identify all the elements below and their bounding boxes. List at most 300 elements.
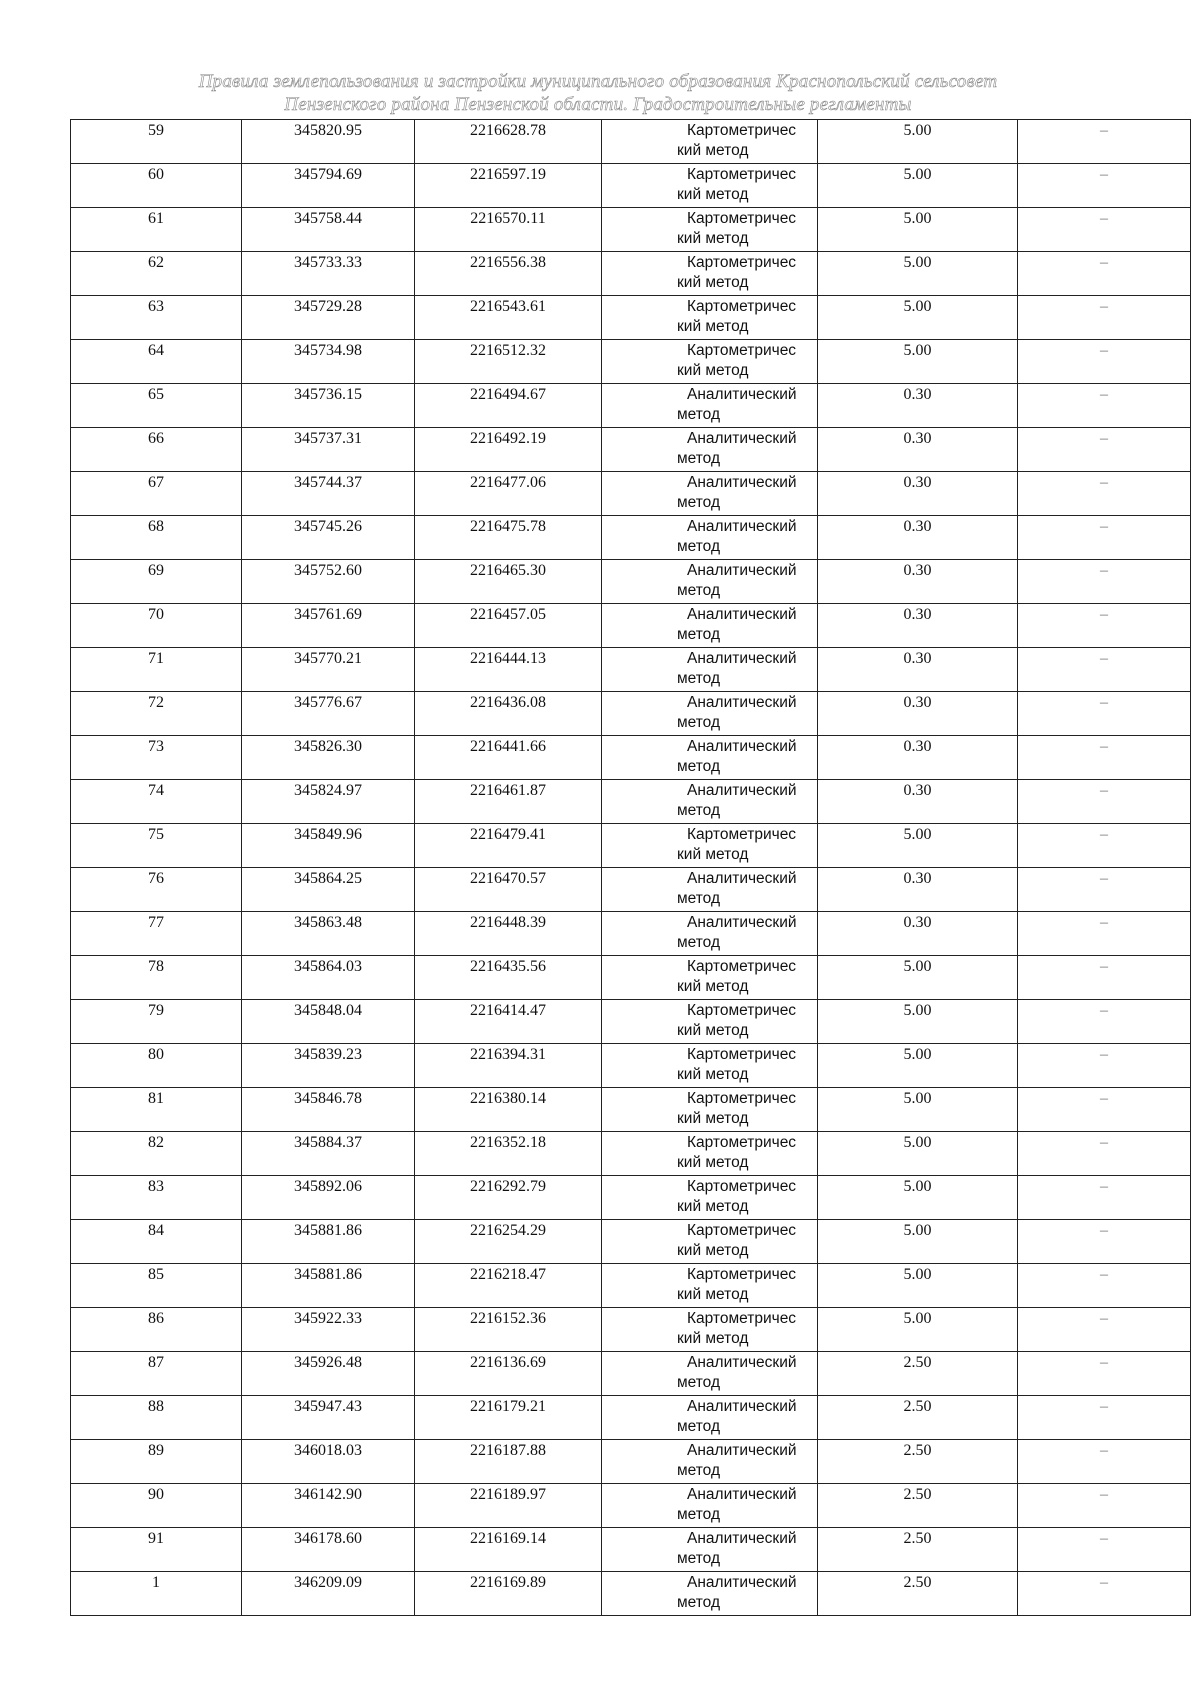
accuracy-cell: 5.00 <box>818 164 1018 208</box>
method-line-2: кий метод <box>677 1022 749 1039</box>
method-line-2: метод <box>677 1506 721 1523</box>
method-cell <box>602 1088 818 1132</box>
method-line-1: Аналитический <box>687 782 797 799</box>
accuracy-cell: 0.30 <box>818 428 1018 472</box>
x-coordinate-cell: 345744.37 <box>242 472 415 516</box>
point-number-cell: 87 <box>71 1352 242 1396</box>
y-coordinate-cell: 2216556.38 <box>415 252 602 296</box>
point-number-cell: 71 <box>71 648 242 692</box>
point-number-cell: 78 <box>71 956 242 1000</box>
note-cell: – <box>1018 560 1191 604</box>
method-cell <box>602 252 818 296</box>
note-cell: – <box>1018 736 1191 780</box>
point-number-cell: 88 <box>71 1396 242 1440</box>
method-line-2: метод <box>677 802 721 819</box>
note-cell: – <box>1018 692 1191 736</box>
method-cell <box>602 1352 818 1396</box>
y-coordinate-cell: 2216435.56 <box>415 956 602 1000</box>
x-coordinate-cell: 345839.23 <box>242 1044 415 1088</box>
x-coordinate-cell: 345826.30 <box>242 736 415 780</box>
method-line-1: Аналитический <box>687 1398 797 1415</box>
table-row <box>71 648 1191 692</box>
table-row <box>71 736 1191 780</box>
accuracy-cell: 2.50 <box>818 1528 1018 1572</box>
y-coordinate-cell: 2216597.19 <box>415 164 602 208</box>
point-number-cell: 72 <box>71 692 242 736</box>
point-number-cell: 82 <box>71 1132 242 1176</box>
point-number-cell: 68 <box>71 516 242 560</box>
method-cell <box>602 1484 818 1528</box>
note-cell: – <box>1018 1572 1191 1616</box>
y-coordinate-cell: 2216444.13 <box>415 648 602 692</box>
method-cell <box>602 1396 818 1440</box>
method-line-2: кий метод <box>677 1198 749 1215</box>
y-coordinate-cell: 2216494.67 <box>415 384 602 428</box>
method-line-1: Аналитический <box>687 1354 797 1371</box>
method-cell <box>602 340 818 384</box>
table-row <box>71 692 1191 736</box>
method-cell <box>602 472 818 516</box>
method-line-2: метод <box>677 1594 721 1611</box>
point-number-cell: 80 <box>71 1044 242 1088</box>
y-coordinate-cell: 2216187.88 <box>415 1440 602 1484</box>
point-number-cell: 91 <box>71 1528 242 1572</box>
table-row <box>71 1176 1191 1220</box>
accuracy-cell: 5.00 <box>818 1176 1018 1220</box>
note-cell: – <box>1018 1396 1191 1440</box>
table-row <box>71 252 1191 296</box>
x-coordinate-cell: 345752.60 <box>242 560 415 604</box>
method-line-1: Аналитический <box>687 518 797 535</box>
method-line-2: метод <box>677 670 721 687</box>
point-number-cell: 84 <box>71 1220 242 1264</box>
y-coordinate-cell: 2216179.21 <box>415 1396 602 1440</box>
method-cell <box>602 780 818 824</box>
method-cell <box>602 868 818 912</box>
method-cell <box>602 384 818 428</box>
method-line-1: Картометричес <box>687 166 797 183</box>
x-coordinate-cell: 345736.15 <box>242 384 415 428</box>
x-coordinate-cell: 345884.37 <box>242 1132 415 1176</box>
y-coordinate-cell: 2216169.89 <box>415 1572 602 1616</box>
table-row <box>71 516 1191 560</box>
accuracy-cell: 0.30 <box>818 384 1018 428</box>
accuracy-cell: 0.30 <box>818 472 1018 516</box>
note-cell: – <box>1018 1484 1191 1528</box>
method-cell <box>602 516 818 560</box>
note-cell: – <box>1018 208 1191 252</box>
table-row <box>71 1264 1191 1308</box>
point-number-cell: 1 <box>71 1572 242 1616</box>
x-coordinate-cell: 345846.78 <box>242 1088 415 1132</box>
method-line-1: Картометричес <box>687 1090 797 1107</box>
accuracy-cell: 2.50 <box>818 1484 1018 1528</box>
method-cell <box>602 208 818 252</box>
note-cell: – <box>1018 340 1191 384</box>
y-coordinate-cell: 2216189.97 <box>415 1484 602 1528</box>
note-cell: – <box>1018 1528 1191 1572</box>
accuracy-cell: 5.00 <box>818 1264 1018 1308</box>
x-coordinate-cell: 345770.21 <box>242 648 415 692</box>
y-coordinate-cell: 2216512.32 <box>415 340 602 384</box>
method-line-1: Картометричес <box>687 342 797 359</box>
x-coordinate-cell: 346018.03 <box>242 1440 415 1484</box>
accuracy-cell: 2.50 <box>818 1396 1018 1440</box>
x-coordinate-cell: 345733.33 <box>242 252 415 296</box>
table-row <box>71 1000 1191 1044</box>
x-coordinate-cell: 345926.48 <box>242 1352 415 1396</box>
accuracy-cell: 2.50 <box>818 1352 1018 1396</box>
method-cell <box>602 736 818 780</box>
note-cell: – <box>1018 1220 1191 1264</box>
x-coordinate-cell: 345922.33 <box>242 1308 415 1352</box>
method-cell <box>602 120 818 164</box>
note-cell: – <box>1018 1132 1191 1176</box>
y-coordinate-cell: 2216465.30 <box>415 560 602 604</box>
method-line-1: Картометричес <box>687 122 797 139</box>
table-row <box>71 340 1191 384</box>
point-number-cell: 64 <box>71 340 242 384</box>
note-cell: – <box>1018 824 1191 868</box>
method-cell <box>602 296 818 340</box>
x-coordinate-cell: 346209.09 <box>242 1572 415 1616</box>
x-coordinate-cell: 345776.67 <box>242 692 415 736</box>
note-cell: – <box>1018 868 1191 912</box>
table-row <box>71 560 1191 604</box>
y-coordinate-cell: 2216477.06 <box>415 472 602 516</box>
table-row <box>71 384 1191 428</box>
accuracy-cell: 0.30 <box>818 780 1018 824</box>
method-line-2: кий метод <box>677 274 749 291</box>
table-row <box>71 428 1191 472</box>
x-coordinate-cell: 345863.48 <box>242 912 415 956</box>
x-coordinate-cell: 346178.60 <box>242 1528 415 1572</box>
method-line-1: Аналитический <box>687 738 797 755</box>
accuracy-cell: 5.00 <box>818 208 1018 252</box>
y-coordinate-cell: 2216479.41 <box>415 824 602 868</box>
method-line-2: метод <box>677 582 721 599</box>
note-cell: – <box>1018 120 1191 164</box>
method-line-1: Аналитический <box>687 606 797 623</box>
coordinates-table-body <box>71 120 1191 1616</box>
point-number-cell: 85 <box>71 1264 242 1308</box>
x-coordinate-cell: 345881.86 <box>242 1220 415 1264</box>
method-line-2: метод <box>677 450 721 467</box>
y-coordinate-cell: 2216441.66 <box>415 736 602 780</box>
point-number-cell: 60 <box>71 164 242 208</box>
method-line-1: Аналитический <box>687 1442 797 1459</box>
x-coordinate-cell: 345794.69 <box>242 164 415 208</box>
method-cell <box>602 912 818 956</box>
y-coordinate-cell: 2216448.39 <box>415 912 602 956</box>
method-line-2: кий метод <box>677 142 749 159</box>
note-cell: – <box>1018 1088 1191 1132</box>
accuracy-cell: 5.00 <box>818 1044 1018 1088</box>
method-line-2: кий метод <box>677 318 749 335</box>
accuracy-cell: 5.00 <box>818 296 1018 340</box>
table-row <box>71 604 1191 648</box>
table-row <box>71 1396 1191 1440</box>
coordinates-table <box>70 119 1191 1616</box>
accuracy-cell: 2.50 <box>818 1572 1018 1616</box>
point-number-cell: 62 <box>71 252 242 296</box>
note-cell: – <box>1018 1440 1191 1484</box>
method-line-1: Аналитический <box>687 386 797 403</box>
method-line-1: Картометричес <box>687 1222 797 1239</box>
table-row <box>71 472 1191 516</box>
point-number-cell: 65 <box>71 384 242 428</box>
point-number-cell: 73 <box>71 736 242 780</box>
method-line-1: Аналитический <box>687 914 797 931</box>
point-number-cell: 77 <box>71 912 242 956</box>
method-cell <box>602 1000 818 1044</box>
method-cell <box>602 1220 818 1264</box>
table-row <box>71 120 1191 164</box>
accuracy-cell: 5.00 <box>818 1308 1018 1352</box>
accuracy-cell: 5.00 <box>818 120 1018 164</box>
table-row <box>71 780 1191 824</box>
note-cell: – <box>1018 1264 1191 1308</box>
method-cell <box>602 1440 818 1484</box>
point-number-cell: 70 <box>71 604 242 648</box>
x-coordinate-cell: 345848.04 <box>242 1000 415 1044</box>
note-cell: – <box>1018 252 1191 296</box>
method-cell <box>602 956 818 1000</box>
method-line-1: Аналитический <box>687 1530 797 1547</box>
x-coordinate-cell: 345745.26 <box>242 516 415 560</box>
method-line-2: метод <box>677 758 721 775</box>
x-coordinate-cell: 345864.25 <box>242 868 415 912</box>
method-line-2: метод <box>677 494 721 511</box>
y-coordinate-cell: 2216218.47 <box>415 1264 602 1308</box>
y-coordinate-cell: 2216352.18 <box>415 1132 602 1176</box>
method-line-2: метод <box>677 406 721 423</box>
page-header <box>70 70 1126 116</box>
method-line-2: кий метод <box>677 230 749 247</box>
y-coordinate-cell: 2216169.14 <box>415 1528 602 1572</box>
method-line-1: Картометричес <box>687 298 797 315</box>
method-cell <box>602 428 818 472</box>
point-number-cell: 74 <box>71 780 242 824</box>
point-number-cell: 75 <box>71 824 242 868</box>
point-number-cell: 89 <box>71 1440 242 1484</box>
method-line-2: кий метод <box>677 846 749 863</box>
point-number-cell: 66 <box>71 428 242 472</box>
table-row <box>71 1220 1191 1264</box>
accuracy-cell: 5.00 <box>818 824 1018 868</box>
note-cell: – <box>1018 956 1191 1000</box>
y-coordinate-cell: 2216461.87 <box>415 780 602 824</box>
table-row <box>71 912 1191 956</box>
method-line-2: метод <box>677 714 721 731</box>
table-row <box>71 296 1191 340</box>
method-line-1: Картометричес <box>687 254 797 271</box>
method-cell <box>602 648 818 692</box>
method-line-1: Картометричес <box>687 210 797 227</box>
note-cell: – <box>1018 780 1191 824</box>
method-line-2: метод <box>677 1550 721 1567</box>
y-coordinate-cell: 2216394.31 <box>415 1044 602 1088</box>
method-cell <box>602 1264 818 1308</box>
point-number-cell: 86 <box>71 1308 242 1352</box>
method-cell <box>602 1528 818 1572</box>
method-line-2: метод <box>677 890 721 907</box>
x-coordinate-cell: 345881.86 <box>242 1264 415 1308</box>
accuracy-cell: 2.50 <box>818 1440 1018 1484</box>
accuracy-cell: 0.30 <box>818 736 1018 780</box>
table-row <box>71 824 1191 868</box>
method-line-1: Аналитический <box>687 870 797 887</box>
y-coordinate-cell: 2216570.11 <box>415 208 602 252</box>
method-line-2: метод <box>677 626 721 643</box>
y-coordinate-cell: 2216492.19 <box>415 428 602 472</box>
note-cell: – <box>1018 604 1191 648</box>
y-coordinate-cell: 2216254.29 <box>415 1220 602 1264</box>
accuracy-cell: 5.00 <box>818 1220 1018 1264</box>
y-coordinate-cell: 2216628.78 <box>415 120 602 164</box>
point-number-cell: 81 <box>71 1088 242 1132</box>
method-line-2: кий метод <box>677 1242 749 1259</box>
method-line-1: Аналитический <box>687 474 797 491</box>
method-line-2: метод <box>677 1462 721 1479</box>
note-cell: – <box>1018 1000 1191 1044</box>
y-coordinate-cell: 2216470.57 <box>415 868 602 912</box>
table-row <box>71 1484 1191 1528</box>
point-number-cell: 59 <box>71 120 242 164</box>
table-row <box>71 164 1191 208</box>
y-coordinate-cell: 2216292.79 <box>415 1176 602 1220</box>
method-line-1: Картометричес <box>687 1178 797 1195</box>
method-cell <box>602 560 818 604</box>
accuracy-cell: 5.00 <box>818 1132 1018 1176</box>
note-cell: – <box>1018 164 1191 208</box>
note-cell: – <box>1018 1176 1191 1220</box>
x-coordinate-cell: 345761.69 <box>242 604 415 648</box>
table-row <box>71 868 1191 912</box>
note-cell: – <box>1018 428 1191 472</box>
method-line-2: метод <box>677 538 721 555</box>
accuracy-cell: 5.00 <box>818 1000 1018 1044</box>
table-row <box>71 1440 1191 1484</box>
note-cell: – <box>1018 912 1191 956</box>
point-number-cell: 90 <box>71 1484 242 1528</box>
method-line-2: кий метод <box>677 362 749 379</box>
method-line-1: Картометричес <box>687 958 797 975</box>
point-number-cell: 67 <box>71 472 242 516</box>
method-line-1: Картометричес <box>687 1266 797 1283</box>
method-line-1: Картометричес <box>687 826 797 843</box>
x-coordinate-cell: 345892.06 <box>242 1176 415 1220</box>
point-number-cell: 76 <box>71 868 242 912</box>
table-row <box>71 1088 1191 1132</box>
x-coordinate-cell: 345849.96 <box>242 824 415 868</box>
table-row <box>71 1308 1191 1352</box>
accuracy-cell: 0.30 <box>818 516 1018 560</box>
method-line-1: Аналитический <box>687 1574 797 1591</box>
method-line-1: Картометричес <box>687 1002 797 1019</box>
x-coordinate-cell: 345824.97 <box>242 780 415 824</box>
method-cell <box>602 1044 818 1088</box>
method-line-2: кий метод <box>677 1110 749 1127</box>
note-cell: – <box>1018 1044 1191 1088</box>
accuracy-cell: 5.00 <box>818 1088 1018 1132</box>
method-cell <box>602 1308 818 1352</box>
method-line-2: метод <box>677 1418 721 1435</box>
point-number-cell: 63 <box>71 296 242 340</box>
page-header-line-1: Правила землепользования и застройки муниципального образования Краснопольский сельсовет <box>198 71 998 92</box>
accuracy-cell: 0.30 <box>818 560 1018 604</box>
method-line-1: Картометричес <box>687 1134 797 1151</box>
method-cell <box>602 1132 818 1176</box>
method-line-1: Аналитический <box>687 562 797 579</box>
point-number-cell: 61 <box>71 208 242 252</box>
method-line-1: Аналитический <box>687 1486 797 1503</box>
note-cell: – <box>1018 1308 1191 1352</box>
table-row <box>71 1044 1191 1088</box>
accuracy-cell: 0.30 <box>818 912 1018 956</box>
accuracy-cell: 5.00 <box>818 340 1018 384</box>
method-cell <box>602 824 818 868</box>
method-cell <box>602 164 818 208</box>
y-coordinate-cell: 2216436.08 <box>415 692 602 736</box>
table-row <box>71 956 1191 1000</box>
x-coordinate-cell: 345737.31 <box>242 428 415 472</box>
point-number-cell: 83 <box>71 1176 242 1220</box>
method-cell <box>602 1176 818 1220</box>
x-coordinate-cell: 345820.95 <box>242 120 415 164</box>
method-line-2: кий метод <box>677 1286 749 1303</box>
point-number-cell: 79 <box>71 1000 242 1044</box>
method-line-1: Картометричес <box>687 1310 797 1327</box>
method-line-2: кий метод <box>677 1066 749 1083</box>
accuracy-cell: 5.00 <box>818 252 1018 296</box>
method-line-2: кий метод <box>677 186 749 203</box>
accuracy-cell: 0.30 <box>818 868 1018 912</box>
page-header-line-2: Пензенского района Пензенской области. Градостроительные регламенты <box>284 94 912 115</box>
y-coordinate-cell: 2216457.05 <box>415 604 602 648</box>
y-coordinate-cell: 2216543.61 <box>415 296 602 340</box>
y-coordinate-cell: 2216414.47 <box>415 1000 602 1044</box>
table-row <box>71 208 1191 252</box>
y-coordinate-cell: 2216475.78 <box>415 516 602 560</box>
accuracy-cell: 0.30 <box>818 648 1018 692</box>
x-coordinate-cell: 345758.44 <box>242 208 415 252</box>
accuracy-cell: 0.30 <box>818 692 1018 736</box>
x-coordinate-cell: 345864.03 <box>242 956 415 1000</box>
x-coordinate-cell: 345947.43 <box>242 1396 415 1440</box>
table-row <box>71 1528 1191 1572</box>
method-line-2: кий метод <box>677 1330 749 1347</box>
x-coordinate-cell: 345734.98 <box>242 340 415 384</box>
method-line-2: метод <box>677 1374 721 1391</box>
y-coordinate-cell: 2216152.36 <box>415 1308 602 1352</box>
method-cell <box>602 692 818 736</box>
x-coordinate-cell: 345729.28 <box>242 296 415 340</box>
method-line-2: метод <box>677 934 721 951</box>
method-cell <box>602 1572 818 1616</box>
accuracy-cell: 0.30 <box>818 604 1018 648</box>
point-number-cell: 69 <box>71 560 242 604</box>
table-row <box>71 1352 1191 1396</box>
method-line-1: Аналитический <box>687 430 797 447</box>
method-line-1: Картометричес <box>687 1046 797 1063</box>
y-coordinate-cell: 2216380.14 <box>415 1088 602 1132</box>
method-line-2: кий метод <box>677 978 749 995</box>
note-cell: – <box>1018 516 1191 560</box>
note-cell: – <box>1018 472 1191 516</box>
method-line-1: Аналитический <box>687 694 797 711</box>
note-cell: – <box>1018 648 1191 692</box>
